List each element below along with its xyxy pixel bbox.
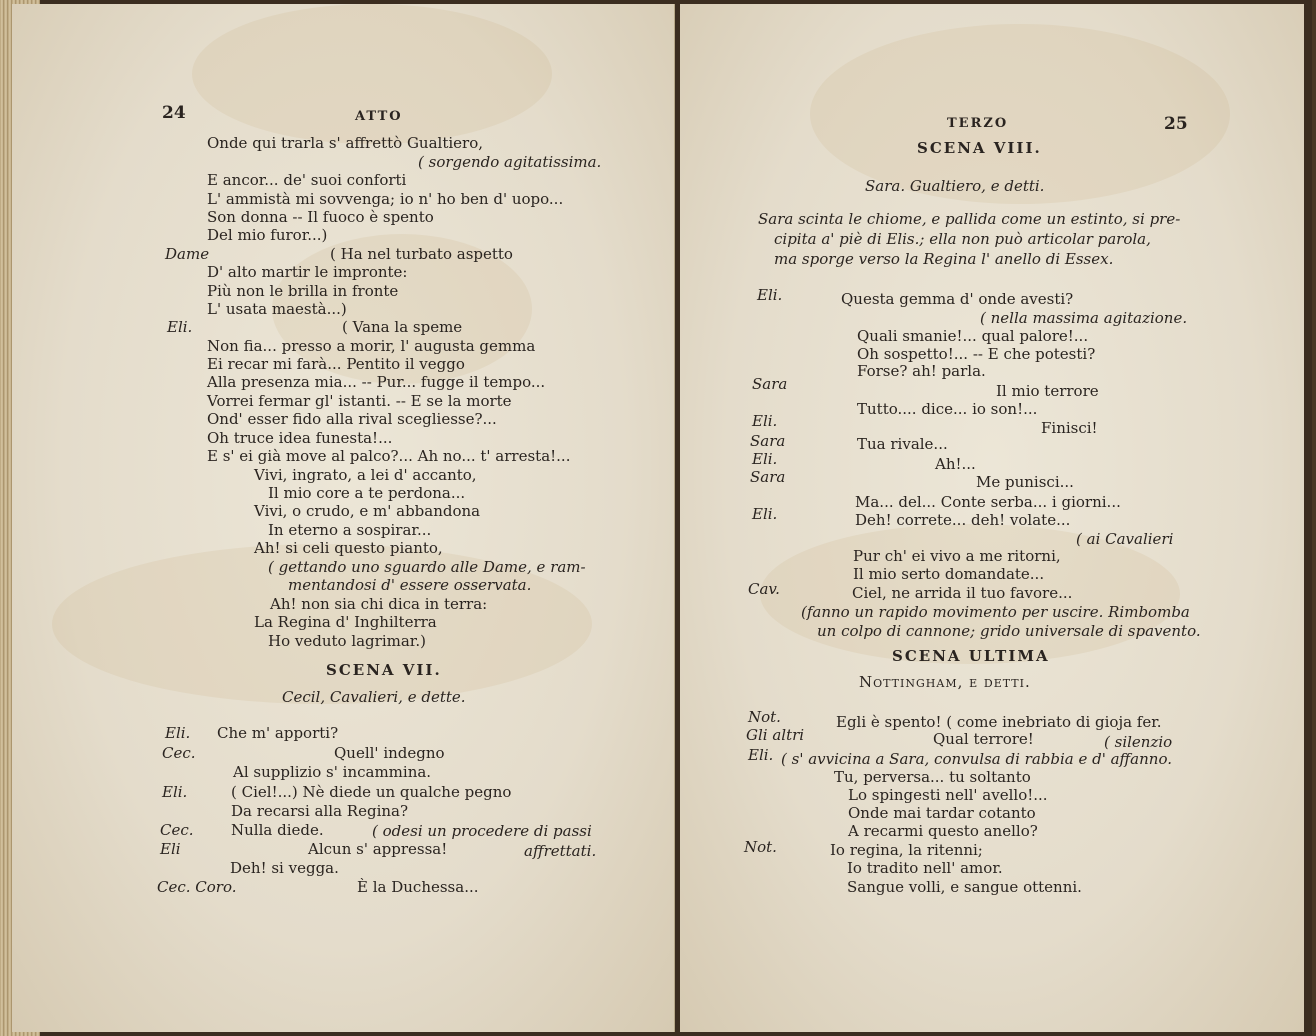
speaker-label: Not. <box>744 838 777 856</box>
verse-line: Al supplizio s' incammina. <box>233 763 432 781</box>
speaker-label: Eli. <box>748 746 774 764</box>
speaker-label: Eli. <box>165 724 191 742</box>
speaker-label: Eli. <box>167 318 193 336</box>
verse-line: Deh! correte... deh! volate... <box>855 511 1071 529</box>
verse-line: Questa gemma d' onde avesti? <box>841 290 1074 308</box>
scene-title: SCENA ULTIMA <box>892 647 1050 665</box>
verse-line: Onde qui trarla s' affrettò Gualtiero, <box>207 134 483 152</box>
scene-title: SCENA VIII. <box>917 139 1042 157</box>
verse-line: Son donna -- Il fuoco è spento <box>207 208 434 226</box>
verse-line: Forse? ah! parla. <box>857 362 986 380</box>
verse-line: E ancor... de' suoi conforti <box>207 171 407 189</box>
verse-line: Tutto.... dice... io son!... <box>857 400 1038 418</box>
verse-line: Il mio core a te perdona... <box>268 484 466 502</box>
running-head: ATTO <box>355 109 403 124</box>
stage-direction: Sara scinta le chiome, e pallida come un estinto, si pre- <box>758 210 1181 228</box>
stage-direction: ( nella massima agitazione. <box>980 309 1188 327</box>
stage-direction: ( gettando uno sguardo alle Dame, e ram- <box>268 558 586 576</box>
verse-line: Vivi, o crudo, e m' abbandona <box>254 502 481 520</box>
speaker-label: Cec. <box>162 744 196 762</box>
speaker-label: Dame <box>165 245 210 263</box>
verse-line: Io regina, la ritenni; <box>830 841 983 859</box>
verse-line: Sangue volli, e sangue ottenni. <box>847 878 1082 896</box>
page-number: 24 <box>162 103 186 123</box>
speaker-label: Eli. <box>752 505 778 523</box>
stage-direction: ( silenzio <box>1104 733 1173 751</box>
verse-line: Alcun s' appressa! <box>308 840 448 858</box>
speaker-label: Sara <box>750 432 786 450</box>
verse-line: Pur ch' ei vivo a me ritorni, <box>853 547 1061 565</box>
verse-line: Qual terrore! <box>933 730 1034 748</box>
verse-line: Vivi, ingrato, a lei d' accanto, <box>254 466 477 484</box>
verse-line: L' ammistà mi sovvenga; io n' ho ben d' uopo... <box>207 190 564 208</box>
speaker-label: Eli <box>160 840 181 858</box>
verse-line: A recarmi questo anello? <box>848 822 1038 840</box>
verse-line: La Regina d' Inghilterra <box>254 613 437 631</box>
verse-line: Quali smanie!... qual palore!... <box>857 327 1089 345</box>
speaker-label: Cav. <box>748 580 780 598</box>
left-page <box>12 4 675 1032</box>
stage-direction: ( ai Cavalieri <box>1076 530 1174 548</box>
stage-direction: mentandosi d' essere osservata. <box>288 576 532 594</box>
verse-line: Io tradito nell' amor. <box>847 859 1003 877</box>
scene-cast: Cecil, Cavalieri, e dette. <box>282 688 466 706</box>
verse-line: L' usata maestà...) <box>207 300 347 318</box>
verse-line: Oh truce idea funesta!... <box>207 429 393 447</box>
speaker-label: Gli altri <box>746 726 805 744</box>
stage-direction: cipita a' piè di Elis.; ella non può articolar parola, <box>774 230 1151 248</box>
verse-line: Da recarsi alla Regina? <box>231 802 409 820</box>
verse-line: ( Vana la speme <box>342 318 463 336</box>
stage-direction: ( s' avvicina a Sara, convulsa di rabbia e d' affanno. <box>781 750 1172 768</box>
verse-line: Ah! non sia chi dica in terra: <box>270 595 488 613</box>
verse-line: Onde mai tardar cotanto <box>848 804 1036 822</box>
verse-line: Finisci! <box>1041 419 1098 437</box>
speaker-label: Cec. <box>160 821 194 839</box>
verse-line: ( Ciel!...) Nè diede un qualche pegno <box>231 783 512 801</box>
verse-line: In eterno a sospirar... <box>268 521 432 539</box>
verse-line: Ciel, ne arrida il tuo favore... <box>852 584 1073 602</box>
page-number: 25 <box>1164 114 1188 134</box>
verse-line: Più non le brilla in fronte <box>207 282 399 300</box>
verse-line: Oh sospetto!... -- E che potesti? <box>857 345 1096 363</box>
verse-line: Nulla diede. <box>231 821 324 839</box>
speaker-label: Sara <box>752 375 788 393</box>
verse-line: Ah! si celi questo pianto, <box>254 539 443 557</box>
running-head: TERZO <box>947 116 1009 131</box>
verse-line: Deh! si vegga. <box>230 859 339 877</box>
verse-line: Che m' apporti? <box>217 724 339 742</box>
verse-line: Me punisci... <box>976 473 1074 491</box>
verse-line: È la Duchessa... <box>357 878 479 896</box>
verse-line: Ond' esser fido alla rival scegliesse?... <box>207 410 497 428</box>
stage-direction: (fanno un rapido movimento per uscire. Rimbomba <box>801 603 1190 621</box>
scene-cast: Nottingham, e detti. <box>859 673 1031 691</box>
verse-line: Quell' indegno <box>334 744 445 762</box>
verse-line: D' alto martir le impronte: <box>207 263 408 281</box>
verse-line: Ei recar mi farà... Pentito il veggo <box>207 355 465 373</box>
speaker-label: Eli. <box>757 286 783 304</box>
verse-line: E s' ei già move al palco?... Ah no... t' arresta!... <box>207 447 571 465</box>
verse-line: Ah!... <box>935 455 976 473</box>
speaker-label: Not. <box>748 708 781 726</box>
right-page <box>680 4 1304 1032</box>
stage-direction: ( odesi un procedere di passi <box>372 822 592 840</box>
scene-title: SCENA VII. <box>326 661 442 679</box>
verse-line: Vorrei fermar gl' istanti. -- E se la morte <box>207 392 512 410</box>
speaker-label: Eli. <box>752 450 778 468</box>
verse-line: ( Ha nel turbato aspetto <box>330 245 513 263</box>
verse-line: Il mio serto domandate... <box>853 565 1045 583</box>
verse-line: Non fia... presso a morir, l' augusta gemma <box>207 337 536 355</box>
stage-direction: un colpo di cannone; grido universale di spavento. <box>817 622 1201 640</box>
speaker-label: Cec. Coro. <box>157 878 237 896</box>
verse-line: Ho veduto lagrimar.) <box>268 632 426 650</box>
scene-cast: Sara. Gualtiero, e detti. <box>865 177 1045 195</box>
verse-line: Lo spingesti nell' avello!... <box>848 786 1048 804</box>
stage-direction: affrettati. <box>524 842 597 860</box>
speaker-label: Sara <box>750 468 786 486</box>
speaker-label: Eli. <box>162 783 188 801</box>
verse-line: Tu, perversa... tu soltanto <box>834 768 1031 786</box>
stage-direction: ( sorgendo agitatissima. <box>418 153 602 171</box>
stage-direction: ma sporge verso la Regina l' anello di Essex. <box>774 250 1114 268</box>
speaker-label: Eli. <box>752 412 778 430</box>
verse-line: Egli è spento! ( come inebriato di gioja fer. <box>836 713 1162 731</box>
verse-line: Alla presenza mia... -- Pur... fugge il tempo... <box>207 373 546 391</box>
verse-line: Ma... del... Conte serba... i giorni... <box>855 493 1121 511</box>
verse-line: Tua rivale... <box>857 435 948 453</box>
verse-line: Il mio terrore <box>996 382 1099 400</box>
verse-line: Del mio furor...) <box>207 226 328 244</box>
